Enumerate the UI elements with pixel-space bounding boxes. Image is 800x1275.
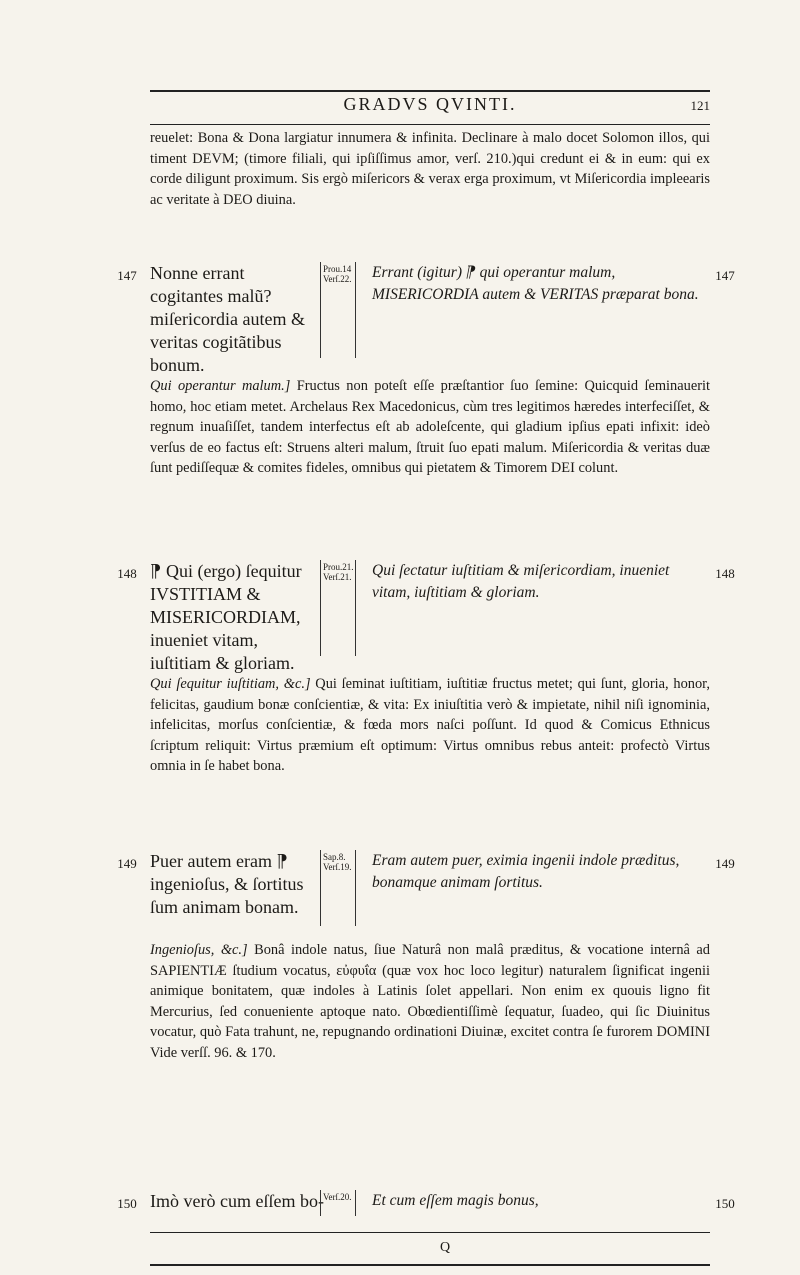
footer-rule	[150, 1232, 710, 1233]
verse-number-right: 150	[715, 1196, 735, 1211]
verse-150	[150, 1190, 710, 1218]
verse-149	[150, 850, 710, 930]
note-text: Fructus non poteſt eſſe præſtantior ſuo ſemine: Quicquid ſeminauerit homo, hoc etiam metet. Archelaus Rex Macedonicus, cùm tres legitimos hæredes interfeciſſet, & regnum inuaſiſſet, tandem interfectus eſt ab adoleſcente, qui gladium ipſius epati infixit: ideò verſus de eo factus eſt: Struens alteri malum, ſtruit ſuo epati malum. Miſericordia & veritas duæ ſunt pediſſequæ & comites fideles, omnibus qui pietatem & Timorem DEI colunt.	[150, 378, 711, 476]
verse-number-right: 148	[715, 566, 735, 581]
verse-text: Nonne errant cogitantes malũ? miſericordia autem & veritas cogitãtibus bonum.	[150, 263, 305, 375]
note-lemma: Ingenioſus, &c.]	[150, 942, 248, 958]
verse-number-left: 149	[117, 856, 137, 871]
running-title: GRADVS QVINTI.	[343, 94, 517, 114]
verse-text: ⁋ Qui (ergo) ſequitur IVSTITIAM & MISERICORDIAM, inueniet vitam, iuſtitiam & gloriam.	[150, 561, 302, 673]
note-text: Bonâ indole natus, ſiue Naturâ non malâ præditus, & vocatione internâ ad SAPIENTIÆ ſtudium vocatus, εὐφυΐα (quæ vox hoc loco legitur) naturalem ſignificat ingenii animique bonitatem, quæ indoles à Latinis ſolet appellari. Non enim ex quouis ligno fit Mercurius, ſed conueniente aptoque nato. Obœdientiſſimè ſequatur, ſuadeo, qui ſic Diuinitus vocatur, quò Fata trahunt, ne, repugnando ordinationi Diuinæ, excitet contra ſe furorem DOMINI Vide verſſ. 96. & 170.	[150, 942, 710, 1061]
verse-gloss: Qui ſectatur iuſtitiam & miſericordiam, inueniet vitam, iuſtitiam & gloriam.	[372, 562, 670, 601]
verse-147	[150, 262, 710, 375]
footer-rule-bottom	[150, 1264, 710, 1266]
verse-number-left: 147	[117, 268, 137, 283]
scripture-reference: Prou.21. Verſ.21.	[320, 560, 356, 656]
intro-text: reuelet: Bona & Dona largiatur innumera & infinita. Declinare à malo docet Solomon illos, qui timent DEVM; (timore filiali, qui ipſiſſimus amor, verſ. 210.)qui credunt ei & in eum: qui ex corde diligunt proximum. Sis ergò miſericors & verax erga proximum, vt Miſericordia impleearis ac veritate à DEO diuina.	[150, 130, 710, 208]
scripture-reference: Prou.14 Verſ.22.	[320, 262, 356, 358]
scripture-reference: Sap.8. Verſ.19.	[320, 850, 356, 926]
header-rule	[150, 90, 710, 92]
verse-gloss: Et cum eſſem magis bonus,	[372, 1192, 539, 1209]
verse-gloss: Eram autem puer, eximia ingenii indole præditus, bonamque animam ſortitus.	[372, 852, 680, 891]
commentary-note	[150, 940, 710, 1063]
commentary-note	[150, 376, 710, 479]
running-head	[150, 94, 710, 122]
intro-paragraph	[150, 128, 710, 210]
head-rule	[150, 124, 710, 125]
note-text: Qui ſeminat iuſtitiam, iuſtitiæ fructus metet; qui ſunt, gloria, honor, felicitas, gaudium bonæ conſcientiæ, & vita: Ex iniuſtitia verò & impietate, nihil niſi ignominia, infelicitas, morſus conſcientiæ, & fœda mors naſci poſſunt. Id quod & Comicus Ethnicus ſcriptum reliquit: Virtus præmium eſt optimum: Virtus omnibus rebus anteit: profectò Virtus omnia in ſe habet bona.	[150, 676, 710, 774]
verse-number-left: 150	[117, 1196, 137, 1211]
signature-mark: Q	[440, 1240, 451, 1255]
verse-number-right: 147	[715, 268, 735, 283]
commentary-note	[150, 674, 710, 777]
note-lemma: Qui ſequitur iuſtitiam, &c.]	[150, 676, 311, 692]
verse-text: Puer autem eram ⁋ ingenioſus, & ſortitus ſum animam bonam.	[150, 851, 304, 917]
page-number: 121	[690, 98, 710, 113]
verse-text: Imò verò cum eſſem bo-	[150, 1191, 324, 1211]
verse-number-right: 149	[715, 856, 735, 871]
note-lemma: Qui operantur malum.]	[150, 378, 291, 394]
verse-number-left: 148	[117, 566, 137, 581]
verse-148	[150, 560, 710, 673]
verse-gloss: Errant (igitur) ⁋ qui operantur malum, MISERICORDIA autem & VERITAS præparat bona.	[372, 264, 699, 303]
scripture-reference: Verſ.20.	[320, 1190, 356, 1216]
